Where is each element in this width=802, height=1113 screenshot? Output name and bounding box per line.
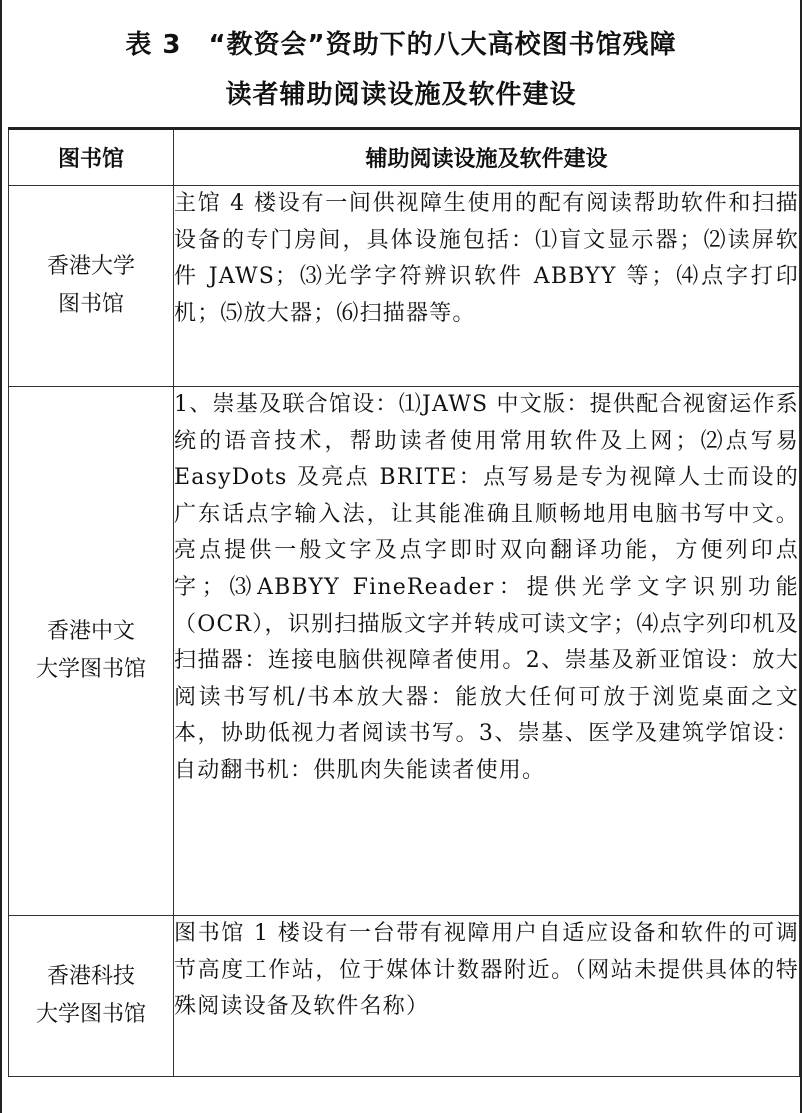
table-row xyxy=(9,916,800,1077)
library-name-cell xyxy=(9,916,174,1077)
library-name-line1: 香港中文 xyxy=(46,619,135,644)
library-name-cell xyxy=(9,387,174,916)
library-name-line2: 大学图书馆 xyxy=(35,1002,146,1027)
table-row xyxy=(9,387,800,916)
table-row xyxy=(9,186,800,387)
facilities-description: 1、崇基及联合馆设：⑴JAWS 中文版：提供配合视窗运作系统的语音技术，帮助读者使用常用软件及上网；⑵点写易 EasyDots 及亮点 BRITE：点写易是专为视障人士而设的广东话点字输入法，让其能准确且顺畅地用电脑书写中文。亮点提供一般文字及点字即时双向翻译功能，方便列印点字；⑶ABBYY FineReader：提供光学文字识别功能（OCR），识别扫描版文字并转成可读文字；⑷点字列印机及扫描器：连接电脑供视障者使用。2、崇基及新亚馆设：放大阅读书写机/书本放大器：能放大任何可放于浏览桌面之文本，协助低视力者阅读书写。3、崇基、医学及建筑学馆设：自动翻书机：供肌肉失能读者使用。 xyxy=(174,387,800,916)
facilities-description: 主馆 4 楼设有一间供视障生使用的配有阅读帮助软件和扫描设备的专门房间，具体设施包括：⑴盲文显示器；⑵读屏软件 JAWS；⑶光学字符辨识软件 ABBYY 等；⑷点字打印机；⑸放大器；⑹扫描器等。 xyxy=(174,186,800,387)
page-left-border xyxy=(0,0,2,1113)
library-name-line1: 香港大学 xyxy=(46,254,135,279)
table-title-line1: 表 3 “教资会”资助下的八大高校图书馆残障 xyxy=(125,30,677,60)
table-header-row xyxy=(9,129,800,186)
header-facilities: 辅助阅读设施及软件建设 xyxy=(174,129,800,186)
library-name-line2: 图书馆 xyxy=(57,292,124,317)
facilities-description: 图书馆 1 楼设有一台带有视障用户自适应设备和软件的可调节高度工作站，位于媒体计数器附近。（网站未提供具体的特殊阅读设备及软件名称） xyxy=(174,916,800,1077)
header-library: 图书馆 xyxy=(9,129,174,186)
table-title-line2: 读者辅助阅读设施及软件建设 xyxy=(225,80,577,110)
library-name-line1: 香港科技 xyxy=(46,964,135,989)
library-name-line2: 大学图书馆 xyxy=(35,657,146,682)
facilities-table xyxy=(8,127,800,1077)
library-name-cell xyxy=(9,186,174,387)
